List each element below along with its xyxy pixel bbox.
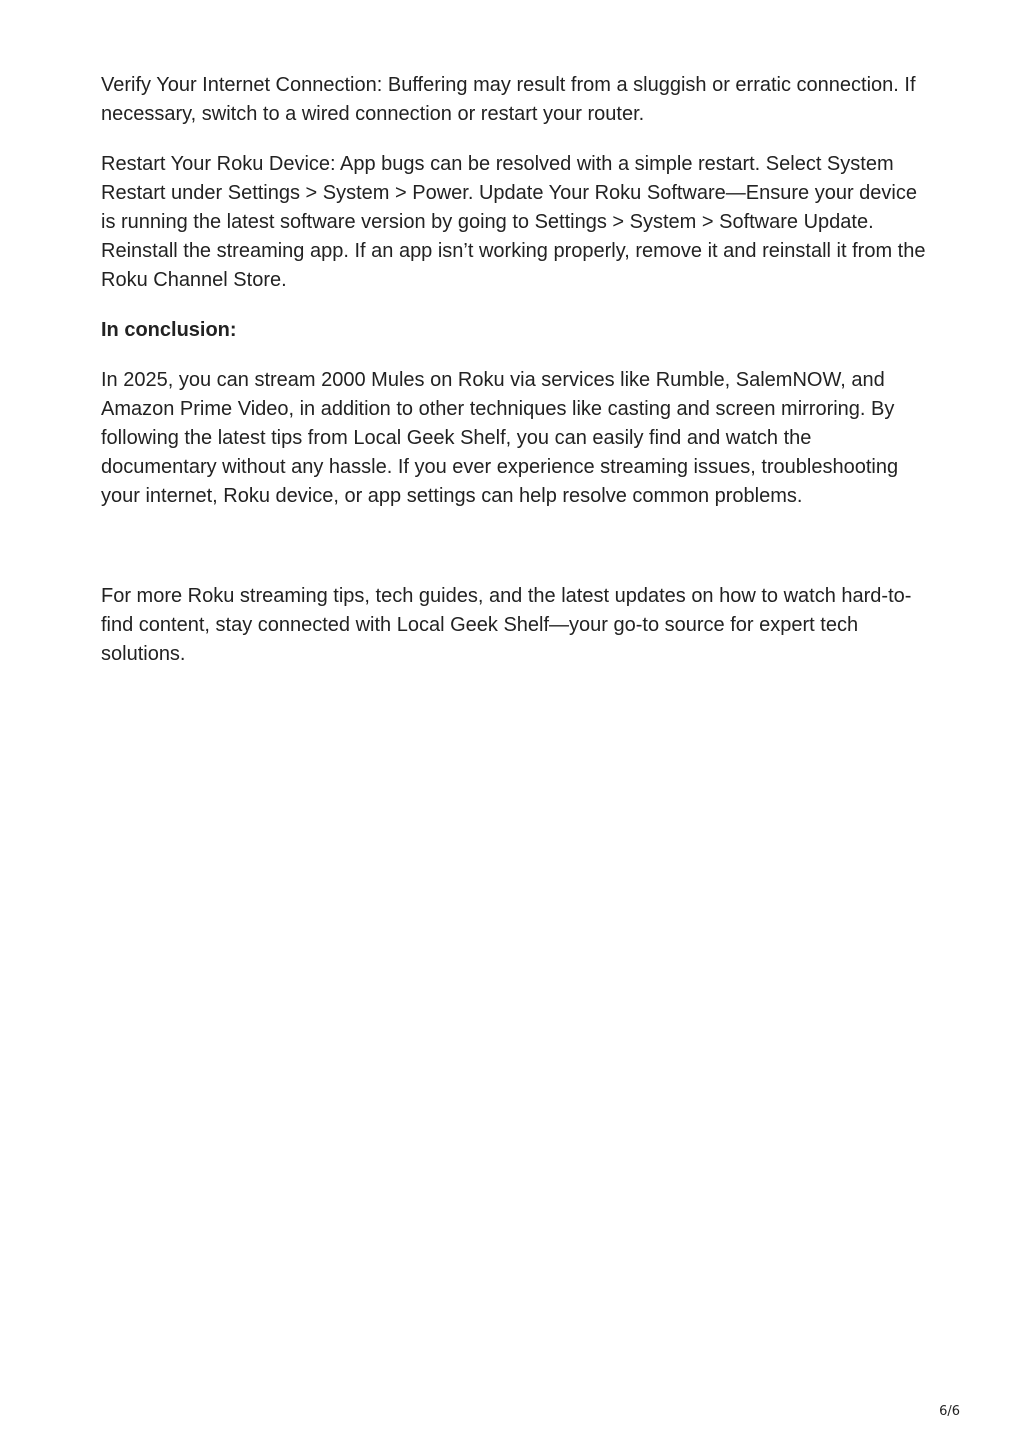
document-body bbox=[101, 71, 931, 690]
paragraph-restart-device: Restart Your Roku Device: App bugs can be resolved with a simple restart. Select System Restart under Settings > System > Power. Update Your Roku Software—Ensure your device is running the latest software version by going to Settings > System > Software Update. Reinstall the streaming app. If an app isn’t working properly, remove it and reinstall it from the Roku Channel Store. bbox=[101, 153, 926, 291]
blank-spacer bbox=[101, 532, 931, 582]
paragraph-conclusion: In 2025, you can stream 2000 Mules on Roku via services like Rumble, SalemNOW, and Amazon Prime Video, in addition to other techniques like casting and screen mirroring. By following the latest tips from Local Geek Shelf, you can easily find and watch the documentary without any hassle. If you ever experience streaming issues, troubleshooting your internet, Roku device, or app settings can help resolve common problems. bbox=[101, 369, 899, 507]
conclusion-heading: In conclusion: bbox=[101, 319, 237, 341]
paragraph-closing: For more Roku streaming tips, tech guides, and the latest updates on how to watch hard-to-find content, stay connected with Local Geek Shelf—your go-to source for expert tech solutions. bbox=[101, 585, 912, 665]
paragraph-verify-connection: Verify Your Internet Connection: Buffering may result from a sluggish or erratic connection. If necessary, switch to a wired connection or restart your router. bbox=[101, 74, 916, 125]
page-number: 6/6 bbox=[939, 1404, 960, 1419]
